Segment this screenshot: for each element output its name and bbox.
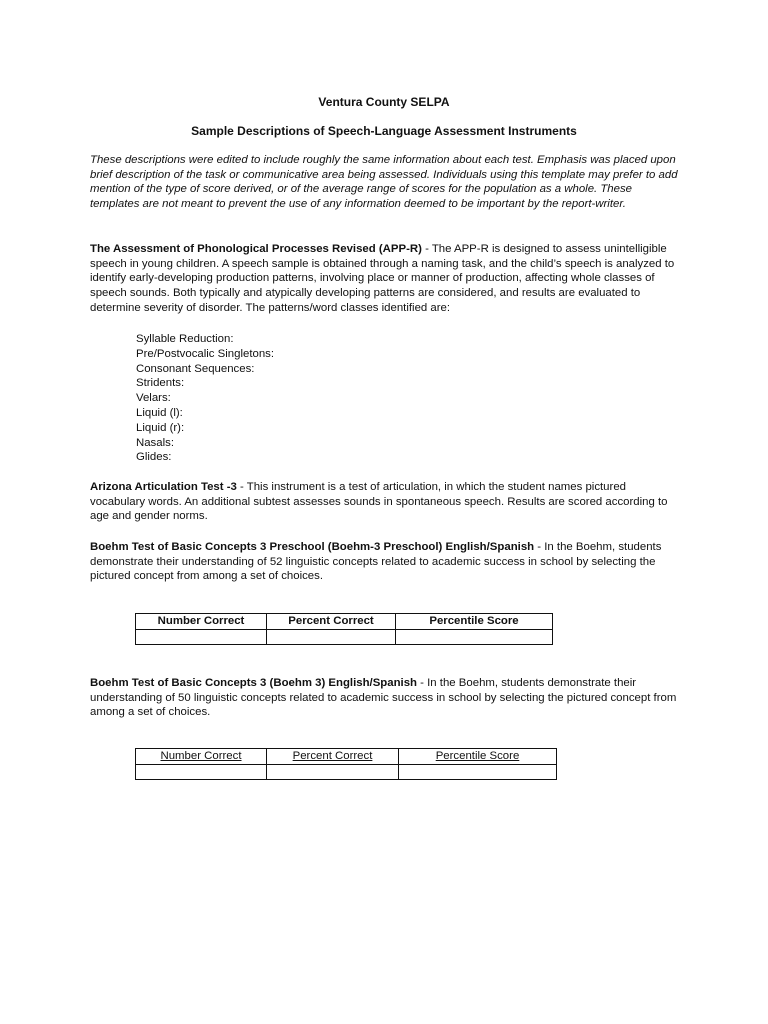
section-boehm-3 [90,676,680,720]
header-percentile-score: Percentile Score [396,614,553,630]
section-boehm-preschool [90,540,680,584]
header-number-correct [136,749,267,765]
section-app-r [90,242,680,316]
score-table-boehm-3 [135,748,557,780]
section-title: Boehm Test of Basic Concepts 3 Preschool (Boehm-3 Preschool) English/Spanish [90,541,535,553]
list-item: Pre/Postvocalic Singletons: [136,347,275,360]
pattern-class-list [136,332,274,465]
header-percent-correct [267,749,399,765]
cell-number-correct[interactable] [136,764,267,779]
cell-percent-correct[interactable] [267,764,399,779]
table-header-row [136,614,553,630]
header-label: Percentile Score [435,750,520,762]
document-title: Sample Descriptions of Speech-Language Assessment Instruments [191,124,577,138]
header-number-correct: Number Correct [136,614,267,630]
list-item: Liquid (r): [136,421,185,434]
section-title: Boehm Test of Basic Concepts 3 (Boehm 3) English/Spanish [90,677,418,689]
score-table-boehm-preschool [135,613,553,645]
list-item: Stridents: [136,377,185,390]
header-label: Number Correct [160,750,242,762]
table-row [136,764,557,779]
header-percentile-score [399,749,557,765]
cell-number-correct[interactable] [136,629,267,644]
section-text: - In the Boehm, students demonstrate their understanding of 50 linguistic concepts related to academic success in school by selecting the pictured concept from among a set of choices. [90,677,677,719]
list-item: Consonant Sequences: [136,362,255,375]
org-title: Ventura County SELPA [318,95,450,109]
intro-paragraph: These descriptions were edited to include roughly the same information about each test. Emphasis was placed upon brief description of the task or communicative area being assessed. Individuals using this template may prefer to add mention of the type of score derived, or of the average range of scores for the population as a whole. These templates are not meant to prevent the use of any information deemed to be important by the report-writer. [90,154,678,211]
section-title: Arizona Articulation Test -3 [90,481,237,493]
section-text: - This instrument is a test of articulation, in which the student names pictured vocabulary words. An additional subtest assesses sounds in spontaneous speech. Results are scored according to age and gender norms. [90,481,668,523]
list-item: Syllable Reduction: [136,333,234,345]
header-percent-correct: Percent Correct [267,614,396,630]
list-item: Liquid (l): [136,406,183,419]
list-item: Velars: [136,392,171,405]
cell-percent-correct[interactable] [267,629,396,644]
table-header-row [136,749,557,765]
list-item: Glides: [136,451,172,464]
section-title: The Assessment of Phonological Processes Revised (APP-R) [90,243,422,255]
section-text: - In the Boehm, students demonstrate their understanding of 52 linguistic concepts related to academic success in school by selecting the pictured concept from among a set of choices. [90,541,662,583]
header-label: Percent Correct [292,750,373,762]
table-row [136,629,553,644]
list-item: Nasals: [136,436,174,449]
cell-percentile-score[interactable] [396,629,553,644]
cell-percentile-score[interactable] [399,764,557,779]
section-text: - The APP-R is designed to assess unintelligible speech in young children. A speech sample is obtained through a naming task, and the child’s speech is analyzed to identify early-developing production patterns, involving place or manner of production, affecting whole classes of speech sounds. Both typically and atypically developing patterns are considered, and results are evaluated to determine severity of disorder. The patterns/word classes identified are: [90,243,675,314]
section-arizona [90,480,680,524]
